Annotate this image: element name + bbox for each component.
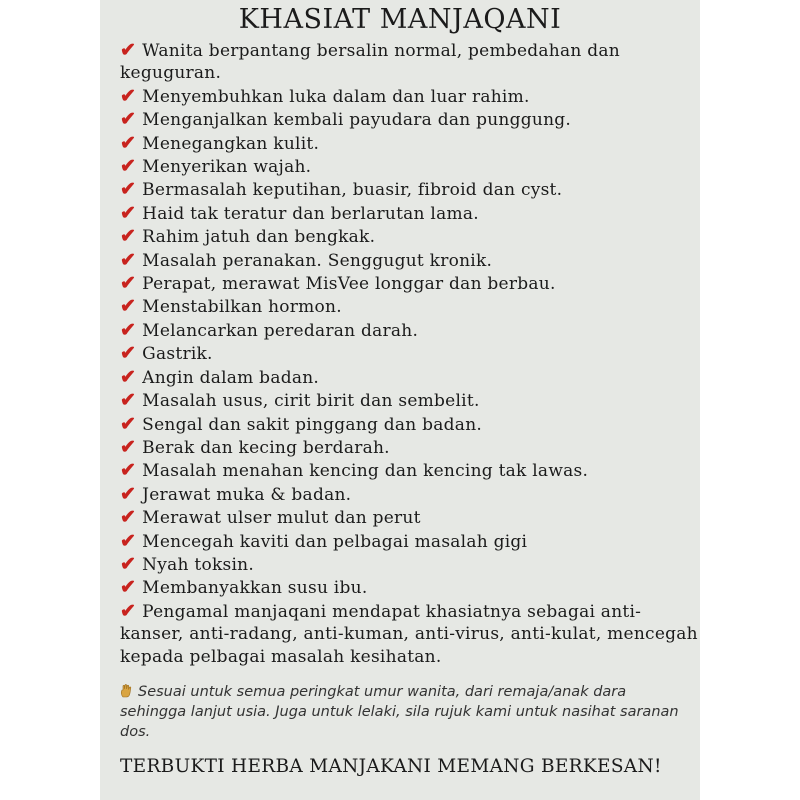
poster-title: KHASIAT MANJAQANI xyxy=(238,4,562,35)
benefit-text: Masalah peranakan. Senggugut kronik. xyxy=(142,250,493,271)
benefit-text: Menstabilkan hormon. xyxy=(142,297,342,318)
benefit-text: Sengal dan sakit pinggang dan badan. xyxy=(142,414,483,435)
check-icon: ✔ xyxy=(120,599,137,622)
benefit-text: Menyembuhkan luka dalam dan luar rahim. xyxy=(142,86,530,107)
benefit-item xyxy=(120,342,700,365)
check-icon: ✔ xyxy=(120,248,137,271)
benefit-item xyxy=(120,576,700,599)
check-icon: ✔ xyxy=(120,225,137,248)
benefit-item xyxy=(120,39,700,85)
benefit-item xyxy=(120,389,700,412)
check-icon: ✔ xyxy=(120,131,137,154)
benefit-item xyxy=(120,108,700,131)
benefit-text: Nyah toksin. xyxy=(142,554,255,575)
check-icon: ✔ xyxy=(120,552,137,575)
benefit-item xyxy=(120,506,700,529)
benefit-item xyxy=(120,530,700,553)
benefits-list xyxy=(120,39,700,668)
footer-slogan: TERBUKTI HERBA MANJAKANI MEMANG BERKESAN! xyxy=(120,755,662,777)
benefit-text: Jerawat muka & badan. xyxy=(142,484,352,505)
benefit-item xyxy=(120,436,700,459)
benefit-text: Wanita berpantang bersalin normal, pembedahan dan keguguran. xyxy=(120,41,620,84)
check-icon: ✔ xyxy=(120,84,137,107)
benefit-text: Masalah usus, cirit birit dan sembelit. xyxy=(142,391,480,412)
check-icon: ✔ xyxy=(120,459,137,482)
benefit-item xyxy=(120,202,700,225)
check-icon: ✔ xyxy=(120,272,137,295)
check-icon: ✔ xyxy=(120,39,137,61)
benefit-item xyxy=(120,553,700,576)
benefit-item xyxy=(120,600,700,668)
benefit-item xyxy=(120,155,700,178)
benefit-item xyxy=(120,483,700,506)
check-icon: ✔ xyxy=(120,576,137,599)
benefit-text: Bermasalah keputihan, buasir, fibroid dan cyst. xyxy=(142,180,563,201)
check-icon: ✔ xyxy=(120,155,137,178)
check-icon: ✔ xyxy=(120,342,137,365)
benefit-text: Gastrik. xyxy=(142,344,213,365)
benefit-item xyxy=(120,249,700,272)
benefit-text: Berak dan kecing berdarah. xyxy=(142,437,390,458)
benefit-text: Perapat, merawat MisVee longgar dan berbau. xyxy=(142,274,556,295)
check-icon: ✔ xyxy=(120,295,137,318)
check-icon: ✔ xyxy=(120,529,137,552)
check-icon: ✔ xyxy=(120,108,137,131)
hand-icon xyxy=(120,684,133,698)
check-icon: ✔ xyxy=(120,412,137,435)
benefit-item xyxy=(120,178,700,201)
benefit-item xyxy=(120,85,700,108)
benefit-item xyxy=(120,272,700,295)
check-icon: ✔ xyxy=(120,482,137,505)
check-icon: ✔ xyxy=(120,506,137,529)
poster-card xyxy=(100,0,700,800)
check-icon: ✔ xyxy=(120,389,137,412)
benefit-text: Rahim jatuh dan bengkak. xyxy=(142,227,376,248)
check-icon: ✔ xyxy=(120,318,137,341)
check-icon: ✔ xyxy=(120,178,137,201)
benefit-text: Membanyakkan susu ibu. xyxy=(142,578,368,599)
benefit-item xyxy=(120,459,700,482)
check-icon: ✔ xyxy=(120,365,137,388)
benefit-item xyxy=(120,295,700,318)
benefit-text: Menganjalkan kembali payudara dan punggung. xyxy=(142,110,572,131)
benefit-item xyxy=(120,413,700,436)
benefit-text: Pengamal manjaqani mendapat khasiatnya sebagai anti-kanser, anti-radang, anti-kuman, anti-virus, anti-kulat, mencegah kepada pelbagai masalah kesihatan. xyxy=(120,601,698,667)
check-icon: ✔ xyxy=(120,435,137,458)
benefit-text: Mencegah kaviti dan pelbagai masalah gigi xyxy=(142,531,528,552)
benefit-text: Menegangkan kulit. xyxy=(142,133,320,154)
benefit-text: Merawat ulser mulut dan perut xyxy=(142,508,421,529)
benefit-item xyxy=(120,366,700,389)
benefit-item xyxy=(120,319,700,342)
benefit-text: Melancarkan peredaran darah. xyxy=(142,320,419,341)
note-text: Sesuai untuk semua peringkat umur wanita, dari remaja/anak dara sehingga lanjut usia. Juga untuk lelaki, sila rujuk kami untuk nasihat saranan dos. xyxy=(120,683,679,740)
benefit-item xyxy=(120,225,700,248)
check-icon: ✔ xyxy=(120,201,137,224)
benefit-text: Menyerikan wajah. xyxy=(142,157,312,178)
benefit-text: Angin dalam badan. xyxy=(142,367,320,388)
benefit-text: Haid tak teratur dan berlarutan lama. xyxy=(142,203,479,224)
benefit-text: Masalah menahan kencing dan kencing tak lawas. xyxy=(142,461,589,482)
suitability-note xyxy=(120,682,682,742)
benefit-item xyxy=(120,132,700,155)
